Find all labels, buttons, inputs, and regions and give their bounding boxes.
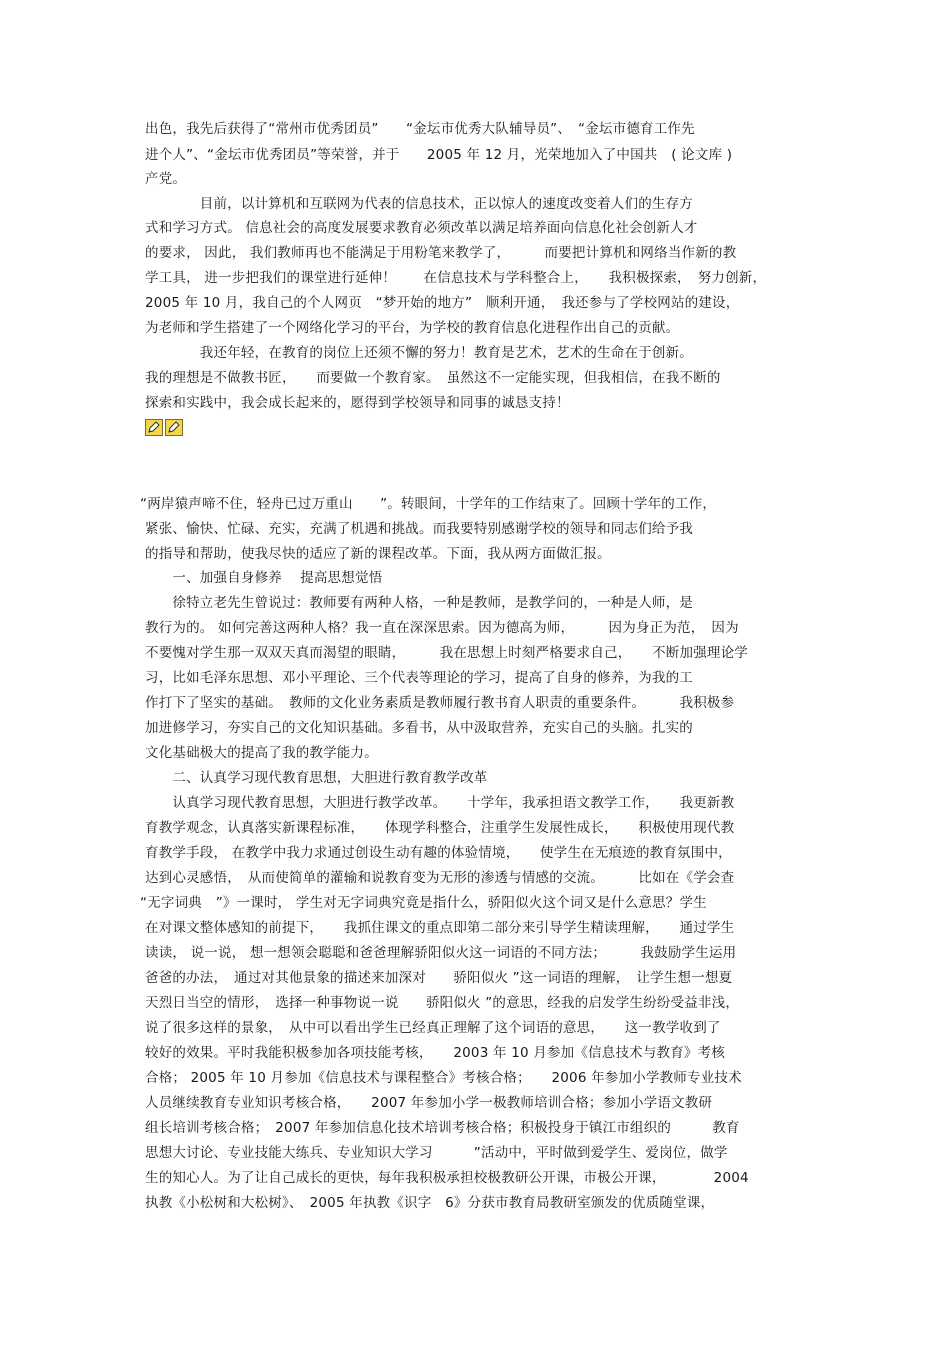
text-line: 人员继续教育专业知识考核合格， 2007 年参加小学一极教师培训合格；参加小学语文教研: [145, 1095, 713, 1111]
text-line: 出色，我先后获得了“常州市优秀团员” “金坛市优秀大队辅导员”、 “金坛市德育工作先: [145, 121, 695, 137]
text-line: “两岸猿声啼不住，轻舟已过万重山 ”。转眼间，十学年的工作结束了。回顾十学年的工作，: [140, 496, 717, 512]
text-line: 式和学习方式。 信息社会的高度发展要求教育必须改革以满足培养面向信息化社会创新人才: [145, 220, 698, 236]
text-line: 作打下了坚实的基础。 教师的文化业务素质是教师履行教书育人职责的重要条件。 我积极参: [145, 695, 735, 711]
pencil-icon: [165, 419, 183, 436]
text-line: 组长培训考核合格； 2007 年参加信息化技术培训考核合格；积极投身于镇江市组织的 教育: [145, 1120, 740, 1136]
text-line: 我还年轻，在教育的岗位上还须不懈的努力！教育是艺术，艺术的生命在于创新。: [145, 345, 693, 361]
text-line: 思想大讨论、专业技能大练兵、专业知识大学习 ”活动中，平时做到爱学生、爱岗位，做学: [145, 1145, 728, 1161]
text-line: 产党。: [145, 171, 187, 187]
text-line: 认真学习现代教育思想，大胆进行教学改革。 十学年，我承担语文教学工作， 我更新教: [145, 795, 735, 811]
text-line: 我的理想是不做教书匠， 而要做一个教育家。 虽然这不一定能实现，但我相信，在我不断的: [145, 370, 721, 386]
text-line: 探索和实践中，我会成长起来的，愿得到学校领导和同事的诚恳支持！: [145, 395, 570, 411]
text-line: 习，比如毛泽东思想、邓小平理论、三个代表等理论的学习，提高了自身的修养，为我的工: [145, 670, 693, 686]
section-heading: 二、认真学习现代教育思想，大胆进行教育教学改革: [145, 770, 488, 786]
text-line: 生的知心人。为了让自己成长的更快，每年我积极承担校极教研公开课，市极公开课， 2004: [145, 1170, 749, 1186]
text-line: 较好的效果。平时我能积极参加各项技能考核， 2003 年 10 月参加《信息技术与教育》考核: [145, 1045, 726, 1061]
text-line: 目前，以计算机和互联网为代表的信息技术，正以惊人的速度改变着人们的生存方: [145, 196, 693, 212]
text-line: 文化基础极大的提高了我的教学能力。: [145, 745, 378, 761]
text-line: 不要愧对学生那一双双天真而渴望的眼睛， 我在思想上时刻严格要求自己， 不断加强理论学: [145, 645, 748, 661]
text-line: 紧张、愉快、忙碌、充实，充满了机遇和挑战。而我要特别感谢学校的领导和同志们给予我: [145, 521, 693, 537]
text-line: “无字词典 ”》一课时， 学生对无字词典究竟是指什么，骄阳似火这个词又是什么意思？学生: [140, 895, 707, 911]
text-line: 爸爸的办法， 通过对其他景象的描述来加深对 骄阳似火 ”这一词语的理解， 让学生想一想夏: [145, 970, 733, 986]
text-line: 执教《小松树和大松树》、 2005 年执教《识字 6》分获市教育局教研室颁发的优质随堂课，: [145, 1195, 715, 1211]
text-line: 读读， 说一说， 想一想领会聪聪和爸爸理解骄阳似火这一词语的不同方法； 我鼓励学生运用: [145, 945, 737, 961]
text-line: 的指导和帮助，使我尽快的适应了新的课程改革。下面，我从两方面做汇报。: [145, 546, 611, 562]
text-line: 育教学观念，认真落实新课程标准， 体现学科整合，注重学生发展性成长， 积极使用现代教: [145, 820, 735, 836]
text-line: 说了很多这样的景象， 从中可以看出学生已经真正理解了这个词语的意思， 这一教学收到了: [145, 1020, 721, 1036]
text-line: 2005 年 10 月，我自己的个人网页 “梦开始的地方” 顺利开通， 我还参与了学校网站的建设，: [145, 295, 740, 311]
text-line: 在对课文整体感知的前提下， 我抓住课文的重点即第二部分来引导学生精读理解， 通过学生: [145, 920, 735, 936]
text-line: 进个人”、“金坛市优秀团员”等荣誉，并于 2005 年 12 月，光荣地加入了中国共 ( 论文库 ): [145, 147, 733, 163]
text-line: 天烈日当空的情形， 选择一种事物说一说 骄阳似火 ”的意思，经我的启发学生纷纷受益非浅，: [145, 995, 740, 1011]
text-line: 徐特立老先生曾说过：教师要有两种人格，一种是教师，是教学问的，一种是人师，是: [145, 595, 693, 611]
section-heading: 一、加强自身修养 提高思想觉悟: [145, 570, 383, 586]
text-line: 加进修学习，夯实自己的文化知识基础。多看书，从中汲取营养，充实自己的头脑。扎实的: [145, 720, 693, 736]
text-line: 学工具， 进一步把我们的课堂进行延伸！ 在信息技术与学科整合上， 我积极探索， 努力创新，: [145, 270, 767, 286]
inline-image-icons: [145, 419, 183, 436]
pencil-icon: [145, 419, 163, 436]
text-line: 达到心灵感悟， 从而使简单的灌输和说教育变为无形的渗透与情感的交流。 比如在《学会查: [145, 870, 735, 886]
text-line: 教行为的。 如何完善这两种人格？我一直在深深思索。因为德高为师， 因为身正为范， 因为: [145, 620, 739, 636]
text-line: 育教学手段， 在教学中我力求通过创设生动有趣的体验情境， 使学生在无痕迹的教育氛围中，: [145, 845, 732, 861]
text-line: 的要求， 因此， 我们教师再也不能满足于用粉笔来教学了， 而要把计算机和网络当作新的教: [145, 245, 737, 261]
text-line: 为老师和学生搭建了一个网络化学习的平台，为学校的教育信息化进程作出自己的贡献。: [145, 320, 680, 336]
text-line: 合格； 2005 年 10 月参加《信息技术与课程整合》考核合格； 2006 年参加小学教师专业技术: [145, 1070, 742, 1086]
